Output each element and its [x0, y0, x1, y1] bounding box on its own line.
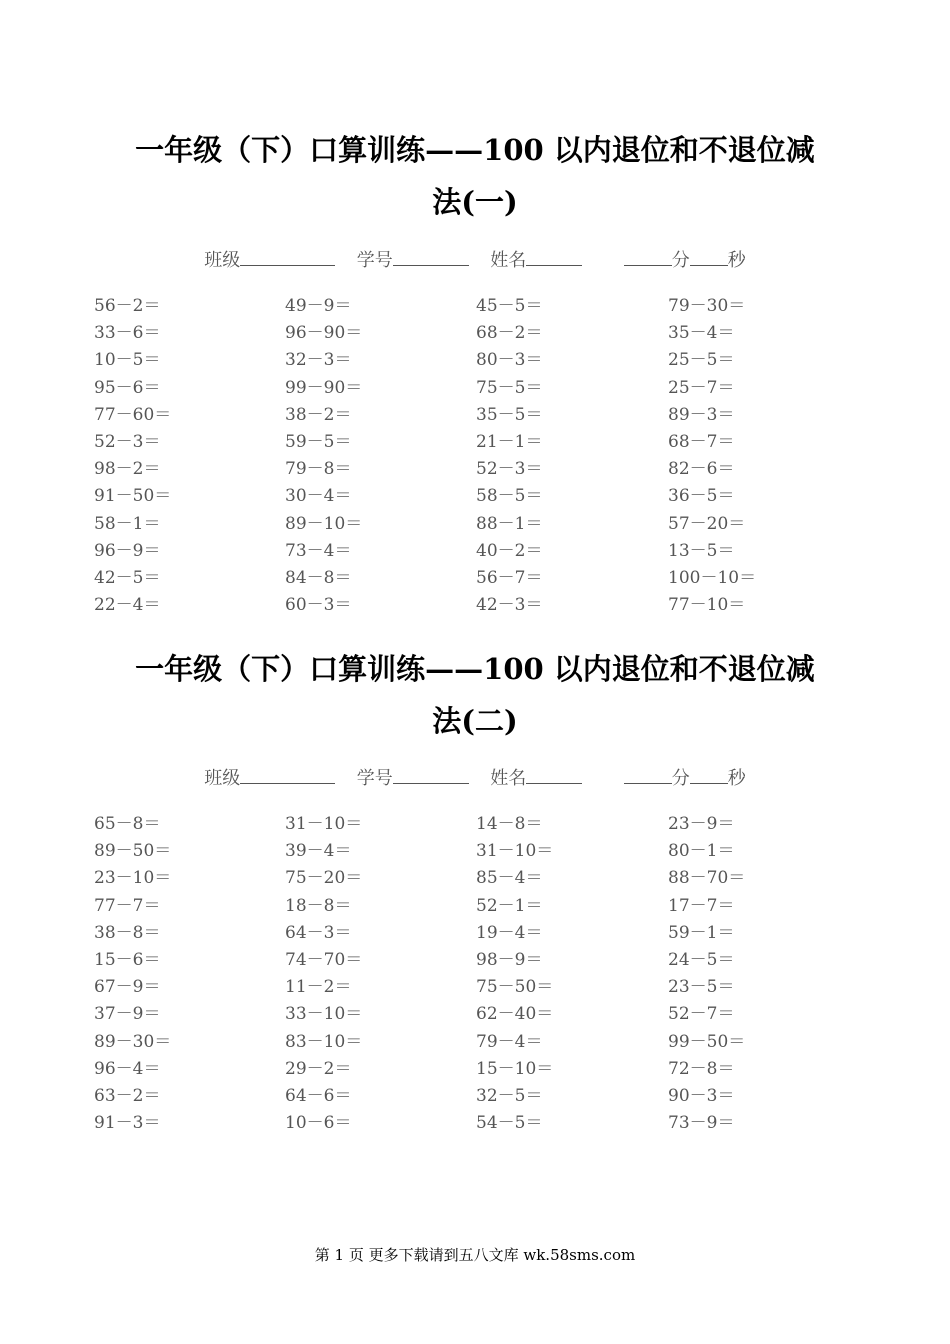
- minutes-label: 分: [671, 768, 690, 789]
- class-blank[interactable]: [240, 765, 335, 784]
- student-info-row: [0, 246, 950, 272]
- problem-item: 91－3＝: [94, 1113, 161, 1134]
- name-blank[interactable]: [526, 765, 582, 784]
- problem-item: 13－5＝: [668, 540, 735, 561]
- problem-item: 23－9＝: [668, 814, 735, 834]
- problem-item: 89－50＝: [94, 841, 172, 862]
- student-number-blank[interactable]: [393, 247, 469, 266]
- problem-item: 52－7＝: [668, 1004, 735, 1025]
- problem-item: 37－9＝: [94, 1004, 161, 1025]
- problem-row: [94, 811, 894, 838]
- problem-item: 79－8＝: [285, 459, 352, 480]
- problem-item: 74－70＝: [285, 949, 363, 970]
- problem-row: [94, 865, 894, 892]
- problem-item: 96－4＝: [94, 1058, 161, 1079]
- problem-item: 85－4＝: [476, 868, 543, 889]
- problem-row: [94, 565, 894, 592]
- problem-item: 63－2＝: [94, 1085, 161, 1106]
- section-title: [0, 643, 950, 747]
- problem-item: 75－20＝: [285, 868, 363, 889]
- problem-item: 54－5＝: [476, 1113, 543, 1134]
- problem-item: 80－1＝: [668, 841, 735, 862]
- section-title-line1: 一年级（下）口算训练——100 以内退位和不退位减: [135, 133, 815, 167]
- problem-row: [94, 347, 894, 374]
- problem-item: 88－1＝: [476, 513, 543, 534]
- section-title-line2: 法(二): [432, 704, 518, 738]
- name-label: 姓名: [490, 250, 527, 271]
- problem-item: 15－6＝: [94, 949, 161, 970]
- problem-item: 79－4＝: [476, 1031, 543, 1052]
- problem-row: [94, 592, 894, 619]
- problem-row: [94, 947, 894, 974]
- problem-item: 52－3＝: [94, 431, 161, 452]
- problem-item: 30－4＝: [285, 486, 352, 507]
- problem-item: 88－70＝: [668, 868, 746, 889]
- problem-item: 32－5＝: [476, 1085, 543, 1106]
- problem-item: 38－2＝: [285, 404, 352, 425]
- problem-row: [94, 511, 894, 538]
- name-blank[interactable]: [526, 247, 582, 266]
- problem-item: 64－6＝: [285, 1085, 352, 1106]
- problem-item: 23－5＝: [668, 977, 735, 998]
- problem-row: [94, 456, 894, 483]
- problem-item: 18－8＝: [285, 895, 352, 916]
- problem-row: [94, 838, 894, 865]
- problem-row: [94, 974, 894, 1001]
- problem-row: [94, 1001, 894, 1028]
- problem-item: 62－40＝: [476, 1004, 554, 1025]
- problem-item: 95－6＝: [94, 377, 161, 398]
- problem-item: 73－9＝: [668, 1113, 735, 1134]
- problem-item: 68－2＝: [476, 323, 543, 344]
- problem-grid: [94, 811, 894, 1137]
- problem-item: 96－90＝: [285, 323, 363, 344]
- problem-item: 29－2＝: [285, 1058, 352, 1079]
- problem-item: 31－10＝: [285, 814, 363, 834]
- problem-item: 33－6＝: [94, 323, 161, 344]
- problem-row: [94, 893, 894, 920]
- minutes-blank[interactable]: [624, 765, 672, 784]
- problem-item: 32－3＝: [285, 350, 352, 371]
- problem-item: 56－7＝: [476, 567, 543, 588]
- problem-item: 58－1＝: [94, 513, 161, 534]
- problem-item: 52－1＝: [476, 895, 543, 916]
- problem-item: 40－2＝: [476, 540, 543, 561]
- section-title-line1: 一年级（下）口算训练——100 以内退位和不退位减: [135, 652, 815, 686]
- problem-item: 36－5＝: [668, 486, 735, 507]
- problem-row: [94, 1110, 894, 1137]
- problem-item: 89－30＝: [94, 1031, 172, 1052]
- class-label: 班级: [204, 250, 241, 271]
- problem-item: 33－10＝: [285, 1004, 363, 1025]
- seconds-label: 秒: [727, 768, 746, 789]
- problem-item: 99－50＝: [668, 1031, 746, 1052]
- problem-item: 89－3＝: [668, 404, 735, 425]
- problem-item: 24－5＝: [668, 949, 735, 970]
- problem-item: 57－20＝: [668, 513, 746, 534]
- problem-row: [94, 429, 894, 456]
- problem-item: 60－3＝: [285, 595, 352, 616]
- minutes-blank[interactable]: [624, 247, 672, 266]
- page-footer: 第 1 页 更多下载请到五八文库 wk.58sms.com: [314, 1246, 636, 1264]
- problem-item: 68－7＝: [668, 431, 735, 452]
- problem-item: 56－2＝: [94, 296, 161, 316]
- student-number-blank[interactable]: [393, 765, 469, 784]
- problem-item: 67－9＝: [94, 977, 161, 998]
- problem-item: 82－6＝: [668, 459, 735, 480]
- problem-row: [94, 483, 894, 510]
- problem-grid: [94, 293, 894, 619]
- problem-row: [94, 375, 894, 402]
- problem-item: 91－50＝: [94, 486, 172, 507]
- minutes-label: 分: [671, 250, 690, 271]
- problem-item: 31－10＝: [476, 841, 554, 862]
- problem-item: 98－2＝: [94, 459, 161, 480]
- name-label: 姓名: [490, 768, 527, 789]
- problem-row: [94, 402, 894, 429]
- student-number-label: 学号: [356, 250, 393, 271]
- problem-item: 83－10＝: [285, 1031, 363, 1052]
- problem-item: 75－50＝: [476, 977, 554, 998]
- problem-item: 23－10＝: [94, 868, 172, 889]
- problem-item: 73－4＝: [285, 540, 352, 561]
- problem-item: 38－8＝: [94, 922, 161, 943]
- problem-row: [94, 1056, 894, 1083]
- problem-item: 35－5＝: [476, 404, 543, 425]
- problem-item: 58－5＝: [476, 486, 543, 507]
- student-info-row: [0, 764, 950, 790]
- problem-row: [94, 1029, 894, 1056]
- problem-item: 45－5＝: [476, 296, 543, 316]
- problem-item: 59－1＝: [668, 922, 735, 943]
- problem-item: 15－10＝: [476, 1058, 554, 1079]
- problem-item: 75－5＝: [476, 377, 543, 398]
- seconds-blank[interactable]: [690, 765, 728, 784]
- problem-item: 77－7＝: [94, 895, 161, 916]
- problem-item: 89－10＝: [285, 513, 363, 534]
- problem-item: 42－5＝: [94, 567, 161, 588]
- problem-item: 10－5＝: [94, 350, 161, 371]
- problem-row: [94, 1083, 894, 1110]
- problem-item: 98－9＝: [476, 949, 543, 970]
- problem-item: 25－7＝: [668, 377, 735, 398]
- problem-item: 65－8＝: [94, 814, 161, 834]
- seconds-blank[interactable]: [690, 247, 728, 266]
- problem-item: 99－90＝: [285, 377, 363, 398]
- problem-row: [94, 538, 894, 565]
- problem-item: 96－9＝: [94, 540, 161, 561]
- problem-row: [94, 293, 894, 320]
- problem-item: 11－2＝: [285, 977, 352, 998]
- problem-item: 84－8＝: [285, 567, 352, 588]
- problem-item: 42－3＝: [476, 595, 543, 616]
- problem-item: 77－60＝: [94, 404, 172, 425]
- problem-item: 14－8＝: [476, 814, 543, 834]
- section-title-line2: 法(一): [432, 185, 518, 219]
- class-blank[interactable]: [240, 247, 335, 266]
- problem-item: 52－3＝: [476, 459, 543, 480]
- problem-item: 25－5＝: [668, 350, 735, 371]
- problem-item: 100－10＝: [668, 567, 757, 588]
- problem-item: 90－3＝: [668, 1085, 735, 1106]
- section-title: [0, 124, 950, 228]
- problem-item: 49－9＝: [285, 296, 352, 316]
- problem-item: 80－3＝: [476, 350, 543, 371]
- problem-item: 10－6＝: [285, 1113, 352, 1134]
- problem-item: 19－4＝: [476, 922, 543, 943]
- problem-item: 79－30＝: [668, 296, 746, 316]
- problem-item: 72－8＝: [668, 1058, 735, 1079]
- problem-item: 64－3＝: [285, 922, 352, 943]
- problem-item: 77－10＝: [668, 595, 746, 616]
- seconds-label: 秒: [727, 250, 746, 271]
- student-number-label: 学号: [356, 768, 393, 789]
- problem-item: 21－1＝: [476, 431, 543, 452]
- problem-item: 35－4＝: [668, 323, 735, 344]
- problem-item: 59－5＝: [285, 431, 352, 452]
- problem-item: 39－4＝: [285, 841, 352, 862]
- problem-item: 17－7＝: [668, 895, 735, 916]
- problem-row: [94, 920, 894, 947]
- class-label: 班级: [204, 768, 241, 789]
- problem-row: [94, 320, 894, 347]
- problem-item: 22－4＝: [94, 595, 161, 616]
